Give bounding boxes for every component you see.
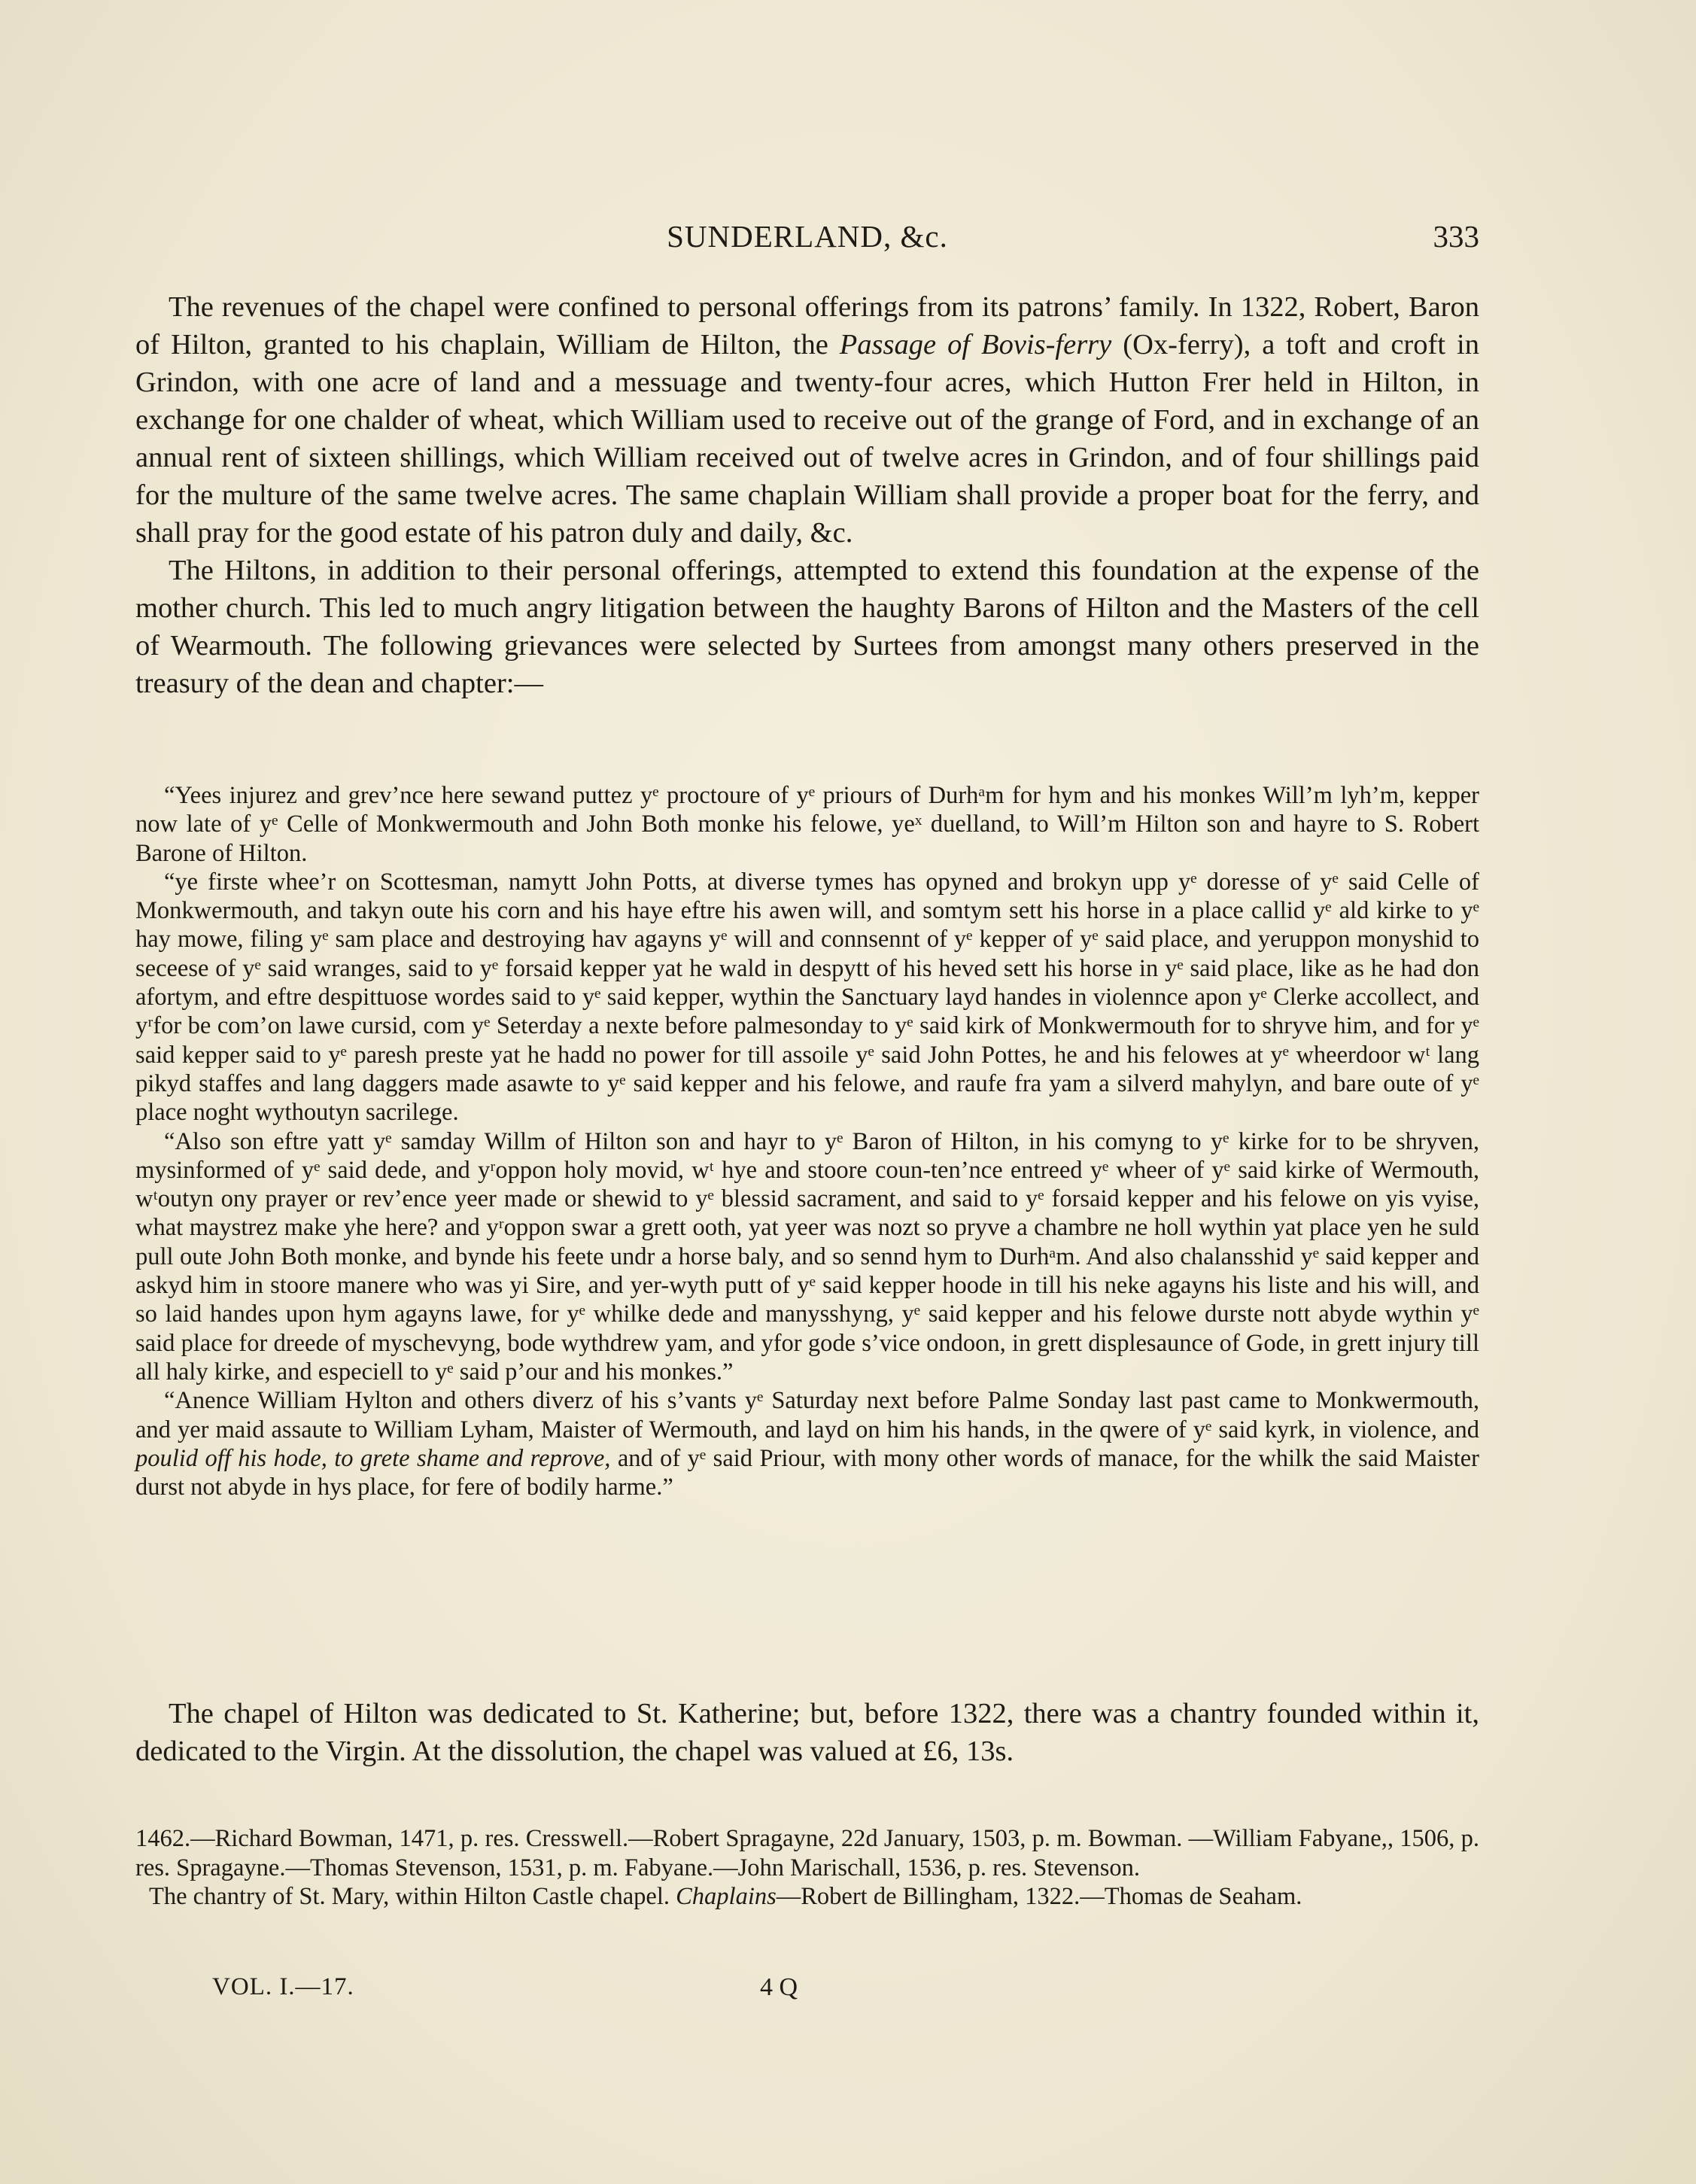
footnote-2 [135, 1882, 1479, 1912]
footnotes [135, 1824, 1479, 1912]
volume-signature: VOL. I.—17. [212, 1973, 354, 2000]
quoted-grievances [135, 781, 1479, 1501]
text-run: “Anence William Hylton and others diverz of his s’vants yᵉ Saturday next before Palme Sonday last past came to Monkwermouth, and yer maid assaute to William Lyham, Maister of Wermouth, and layd on him his hands, in the qwere of yᵉ said kyrk, in violence, and [135, 1387, 1479, 1443]
grievance-paragraph-3: “Also son eftre yatt yᵉ samday Willm of Hilton son and hayr to yᵉ Baron of Hilton, in his comyng to yᵉ kirke for to be shryven, mysinformed of yᵉ said dede, and yʳoppon holy movid, wᵗ hye and stoore coun-ten’nce entreed yᵉ wheer of yᵉ said kirke of Wermouth, wᵗoutyn ony prayer or rev’ence yeer made or shewid to yᵉ blessid sacrament, and said to yᵉ forsaid kepper and his felowe on yis vyise, what maystrez make yhe here? and yʳoppon swar a grett ooth, yat yeer was nozt so pryve a chambre ne holl wythin yat place yen he suld pull oute John Both monke, and bynde his feete undr a horse baly, and so sennd hym to Durhᵃm. And also chalansshid yᵉ said kepper and askyd him in stoore manere who was yi Sire, and yer-wyth putt of yᵉ said kepper hoode in till his neke agayns his liste and his will, and so laid handes upon hym agayns lawe, for yᵉ whilke dede and manysshyng, yᵉ said kepper and his felowe durste nott abyde wythin yᵉ said place for dreede of myschevyng, bode wythdrew yam, and yfor gode s’vice ondoon, in grett displesaunce of Gode, in grett injury till all haly kirke, and especiell to yᵉ said p’our and his monkes.” [135, 1127, 1479, 1386]
running-title: SUNDERLAND, &c. [667, 219, 948, 254]
grievance-paragraph-2: “ye firste whee’r on Scottesman, namytt John Potts, at diverse tymes has opyned and brokyn upp yᵉ doresse of yᵉ said Celle of Monkwermouth, and takyn oute his corn and his haye eftre his awen will, and somtym sett his horse in a place callid yᵉ ald kirke to yᵉ hay mowe, filing yᵉ sam place and destroying hav agayns yᵉ will and connsennt of yᵉ kepper of yᵉ said place, and yeruppon monyshid to seceese of yᵉ said wranges, said to yᵉ forsaid kepper yat he wald in despytt of his heved sett his horse in yᵉ said place, like as he had don afortym, and eftre despittuose wordes said to yᵉ said kepper, wythin the Sanctuary layd handes in violennce apon yᵉ Clerke accollect, and yʳfor be com’on lawe cursid, com yᵉ Seterday a nexte before palmesonday to yᵉ said kirk of Monkwermouth for to shryve him, and for yᵉ said kepper said to yᵉ paresh preste yat he hadd no power for till assoile yᵉ said John Pottes, he and his felowes at yᵉ wheerdoor wᵗ lang pikyd staffes and lang daggers made asawte to yᵉ said kepper and his felowe, and raufe fra yam a silverd mahylyn, and bare oute of yᵉ place noght wythoutyn sacrilege. [135, 868, 1479, 1127]
intro-paragraph-1 [135, 288, 1479, 552]
running-header [135, 218, 1479, 263]
intro-text [135, 288, 1479, 702]
italic-text: poulid off his hode, to grete shame and reprove, [135, 1444, 611, 1472]
page-number: 333 [1433, 219, 1479, 254]
grievance-paragraph-1: “Yees injurez and grev’nce here sewand puttez yᵉ proctoure of yᵉ priours of Durhᵃm for hym and his monkes Will’m lyh’m, kepper now late of yᵉ Celle of Monkwermouth and John Both monke his felowe, yeˣ duelland, to Will’m Hilton son and hayre to S. Robert Barone of Hilton. [135, 782, 1479, 867]
gathering-signature: 4 Q [760, 1973, 798, 2001]
closing-text [135, 1695, 1479, 1770]
text-run: (Ox-ferry), a toft and croft in Grindon, with one acre of land and a messuage and twenty-four acres, which Hutton Frer held in Hilton, in exchange for one chalder of wheat, which William used to receive out of the grange of Ford, and in exchange of an annual rent of sixteen shillings, which William received out of twelve acres in Grindon, and of four shillings paid for the multure of the same twelve acres. The same chaplain William shall provide a proper boat for the ferry, and shall pray for the good estate of his patron duly and daily, &c. [135, 329, 1479, 549]
text-run: —Robert de Billingham, 1322.—Thomas de Seaham. [776, 1883, 1302, 1910]
text-run: The revenues of the chapel were confined to personal offerings from its patrons’ family. In 1322, Robert, Baron of Hilton, granted to his chaplain, William de Hilton, the [135, 291, 1479, 360]
text-run: The chantry of St. Mary, within Hilton Castle chapel. [149, 1883, 676, 1910]
intro-paragraph-2: The Hiltons, in addition to their personal offerings, attempted to extend this foundation at the expense of the mother church. This led to much angry litigation between the haughty Barons of Hilton and the Masters of the cell of Wearmouth. The following grievances were selected by Surtees from amongst many others preserved in the treasury of the dean and chapter:— [135, 555, 1479, 699]
footnote-1: 1462.—Richard Bowman, 1471, p. res. Cresswell.—Robert Spragayne, 22d January, 1503, p. m. Bowman. —William Fabyane,, 1506, p. res. Spragayne.—Thomas Stevenson, 1531, p. m. Fabyane.—John Marischall, 1536, p. res. Stevenson. [135, 1825, 1479, 1881]
italic-text: Passage of Bovis-ferry [839, 329, 1112, 360]
closing-paragraph: The chapel of Hilton was dedicated to St. Katherine; but, before 1322, there was a chantry founded within it, dedicated to the Virgin. At the dissolution, the chapel was valued at £6, 13s. [135, 1698, 1479, 1767]
text-run: and of yᵉ said Priour, with mony other words of manace, for the whilk the said Maister durst not abyde in hys place, for fere of bodily harme.” [135, 1444, 1479, 1501]
grievance-paragraph-4 [135, 1386, 1479, 1501]
italic-text: Chaplains [676, 1883, 777, 1910]
